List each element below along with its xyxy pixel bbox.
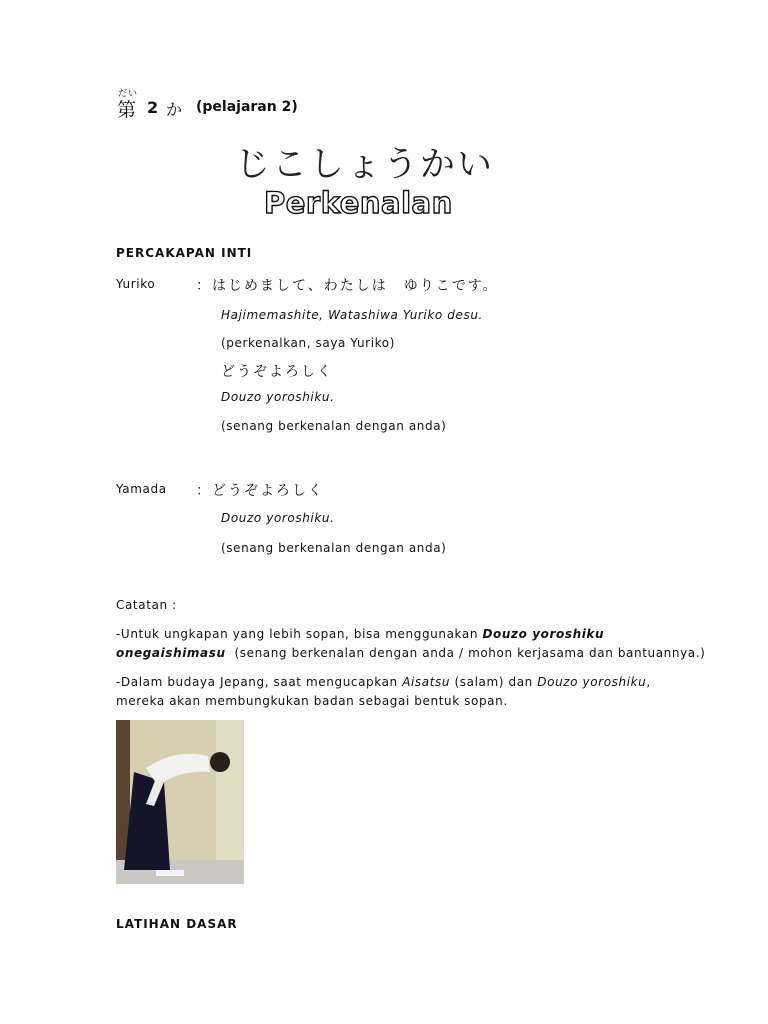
- speaker-yuriko: Yuriko: [116, 277, 156, 291]
- lesson-kanji: 第: [117, 99, 137, 121]
- yuriko-line-jp: ：はじめまして、わたしは ゆりこです。: [196, 278, 499, 294]
- yuriko-translation: (perkenalkan, saya Yuriko): [221, 336, 395, 350]
- section-heading-main: PERCAKAPAN INTI: [116, 246, 253, 260]
- note-2-line-2: mereka akan membungkukan badan sebagai bentuk sopan.: [116, 694, 508, 708]
- yamada-romaji: Douzo yoroshiku.: [221, 511, 335, 525]
- yuriko-romaji2: Douzo yoroshiku.: [221, 390, 335, 404]
- lesson-kana: か: [166, 100, 183, 119]
- note-2-phrase: Douzo yoroshiku: [537, 675, 647, 689]
- note-2-comma: ,: [646, 675, 651, 689]
- photo-tabi: [156, 870, 184, 876]
- yamada-line-jp: ：どうぞよろしく: [196, 483, 324, 499]
- note-1-phrase: Douzo yoroshiku: [482, 627, 605, 641]
- note-2-text-a: -Dalam budaya Jepang, saat mengucapkan: [116, 675, 403, 689]
- lesson-subtitle: (pelajaran 2): [196, 99, 298, 115]
- yuriko-line2-jp: どうぞよろしく: [221, 364, 333, 380]
- yamada-translation: (senang berkenalan dengan anda): [221, 541, 447, 555]
- note-1-line-2: [116, 646, 705, 660]
- note-1-text: -Untuk ungkapan yang lebih sopan, bisa menggunakan: [116, 627, 483, 641]
- title-japanese: じこしょうかい: [235, 145, 495, 185]
- photo-head: [210, 752, 230, 772]
- bowing-man-photo: [116, 720, 244, 884]
- yuriko-romaji: Hajimemashite, Watashiwa Yuriko desu.: [221, 308, 483, 322]
- notes-label: Catatan :: [116, 598, 177, 612]
- note-2-line-1: [116, 675, 651, 689]
- photo-right-panel: [216, 720, 244, 884]
- note-1-meaning: (senang berkenalan dengan anda / mohon kerjasama dan bantuannya.): [225, 646, 706, 660]
- section-heading-next: LATIHAN DASAR: [116, 917, 238, 931]
- note-2-text-b: (salam) dan: [450, 675, 538, 689]
- lesson-number: 2: [147, 98, 159, 117]
- note-1-phrase-cont: onegaishimasu: [116, 646, 226, 660]
- speaker-yamada: Yamada: [116, 482, 167, 496]
- note-2-aisatsu: Aisatsu: [402, 675, 451, 689]
- lesson-ruby: だい: [118, 89, 139, 99]
- yuriko-translation2: (senang berkenalan dengan anda): [221, 419, 447, 433]
- title-indonesian: Perkenalan: [264, 186, 453, 220]
- note-1-line-1: [116, 627, 604, 641]
